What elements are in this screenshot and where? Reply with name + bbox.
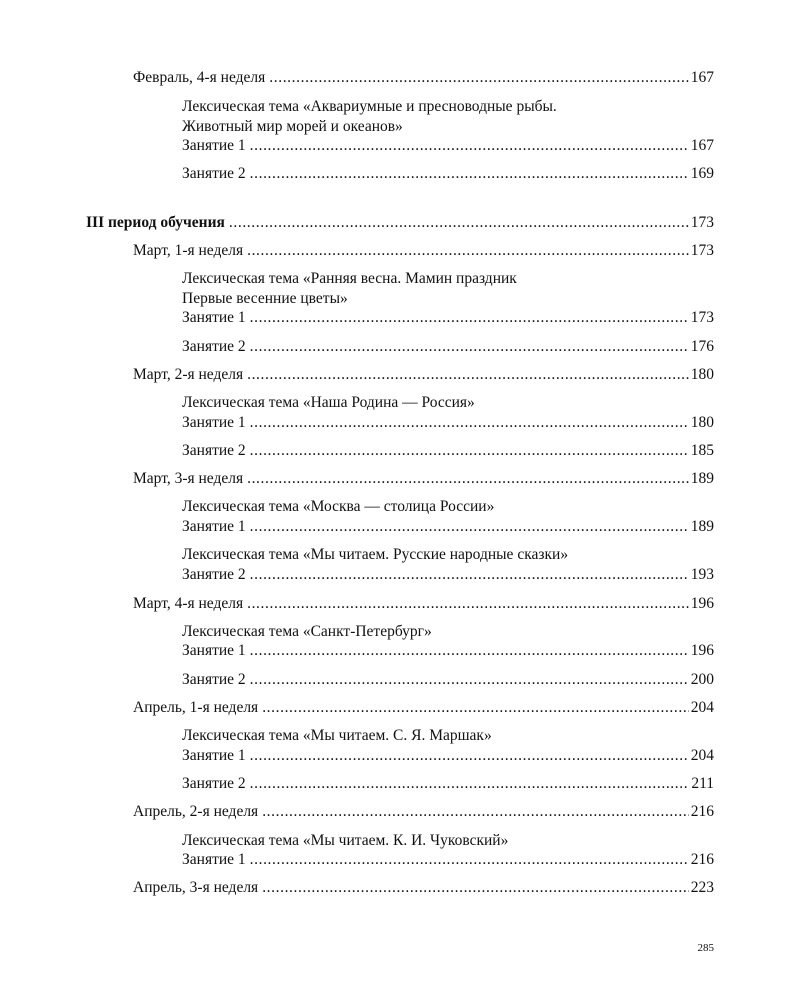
dot-leader [250,774,690,794]
toc-page-number: 216 [690,803,714,820]
toc-page-number: 167 [690,137,714,154]
dot-leader [250,670,689,690]
toc-entry-label: Апрель, 1-я неделя [133,699,259,716]
toc-week-entry [133,698,714,718]
toc-page-number: 196 [690,642,714,659]
toc-page-number: 223 [690,879,714,896]
toc-lesson-entry [182,413,714,433]
dot-leader [250,136,689,156]
toc-week-entry [133,594,714,614]
toc-entry-label: Март, 1-я неделя [133,242,244,259]
toc-page-number: 189 [690,518,714,535]
toc-entry-label: Апрель, 2-я неделя [133,803,259,820]
toc-week-entry [133,878,714,898]
toc-week-entry [133,241,714,261]
toc-entry-label: Занятие 1 [182,309,246,326]
toc-entry-label: Занятие 2 [182,165,246,182]
toc-lesson-entry [182,164,714,184]
lexical-theme-line: Лексическая тема «Мы читаем. С. Я. Маршак» [182,727,492,744]
lexical-theme-line: Лексическая тема «Аквариумные и пресноводные рыбы. [182,98,557,115]
toc-entry-label: Февраль, 4-я неделя [133,69,266,86]
toc-lesson-entry [182,517,714,537]
dot-leader [247,241,689,261]
toc-week-entry [133,469,714,489]
toc-page-number: 196 [690,595,714,612]
toc-page-number: 204 [690,699,714,716]
toc-page-number: 193 [690,566,714,583]
lexical-theme-line: Лексическая тема «Наша Родина — Россия» [182,394,475,411]
toc-lesson-entry [182,337,714,357]
dot-leader [229,213,689,233]
toc-lesson-entry [182,774,714,794]
toc-page-number: 167 [690,69,714,86]
dot-leader [250,517,689,537]
toc-page-number: 180 [690,414,714,431]
lexical-theme-line: Лексическая тема «Ранняя весна. Мамин праздник [182,270,517,287]
toc-period-entry [86,213,714,233]
dot-leader [250,308,689,328]
lexical-theme-line: Первые весенние цветы» [182,290,348,307]
dot-leader [262,878,689,898]
dot-leader [250,441,689,461]
toc-page-number: 204 [690,747,714,764]
toc-entry-label: Занятие 2 [182,338,246,355]
toc-page-number: 173 [690,214,714,231]
toc-entry-label: Занятие 2 [182,442,246,459]
toc-week-entry [133,68,714,88]
toc-page-number: 173 [690,242,714,259]
toc-page-number: 176 [690,338,714,355]
dot-leader [247,469,689,489]
toc-lesson-entry [182,670,714,690]
toc-page-number: 211 [691,775,714,792]
toc-lesson-entry [182,746,714,766]
toc-page-number: 216 [690,851,714,868]
toc-week-entry [133,365,714,385]
dot-leader [262,802,689,822]
toc-entry-label: III период обучения [86,214,225,231]
toc-entry-label: Занятие 1 [182,137,246,154]
page-number: 285 [697,942,714,954]
toc-page-number: 173 [690,309,714,326]
dot-leader [250,850,689,870]
dot-leader [269,68,688,88]
toc-lesson-entry [182,850,714,870]
dot-leader [250,565,689,585]
toc-entry-label: Занятие 1 [182,518,246,535]
toc-entry-label: Занятие 2 [182,566,246,583]
toc-lesson-entry [182,308,714,328]
dot-leader [250,337,689,357]
toc-lesson-entry [182,441,714,461]
toc-entry-label: Занятие 1 [182,851,246,868]
toc-page-number: 189 [690,470,714,487]
lexical-theme-line: Лексическая тема «Мы читаем. Русские народные сказки» [182,546,569,563]
toc-entry-label: Апрель, 3-я неделя [133,879,259,896]
toc-entry-label: Март, 3-я неделя [133,470,244,487]
toc-week-entry [133,802,714,822]
dot-leader [250,164,689,184]
toc-entry-label: Занятие 1 [182,642,246,659]
toc-entry-label: Занятие 2 [182,775,246,792]
toc-page-number: 185 [690,442,714,459]
dot-leader [247,594,689,614]
toc-entry-label: Занятие 2 [182,671,246,688]
dot-leader [250,746,689,766]
lexical-theme-line: Лексическая тема «Москва — столица России» [182,498,495,515]
lexical-theme-line: Лексическая тема «Мы читаем. К. И. Чуковский» [182,832,509,849]
lexical-theme-line: Лексическая тема «Санкт-Петербург» [182,623,432,640]
dot-leader [250,641,689,661]
dot-leader [247,365,689,385]
toc-lesson-entry [182,641,714,661]
toc-page-number: 180 [690,366,714,383]
dot-leader [250,413,689,433]
toc-lesson-entry [182,136,714,156]
toc-page-number: 200 [690,671,714,688]
lexical-theme-line: Животный мир морей и океанов» [182,118,403,135]
toc-entry-label: Март, 4-я неделя [133,595,244,612]
toc-page-number: 169 [690,165,714,182]
toc-entry-label: Занятие 1 [182,414,246,431]
toc-lesson-entry [182,565,714,585]
toc-entry-label: Занятие 1 [182,747,246,764]
toc-entry-label: Март, 2-я неделя [133,366,244,383]
dot-leader [262,698,689,718]
